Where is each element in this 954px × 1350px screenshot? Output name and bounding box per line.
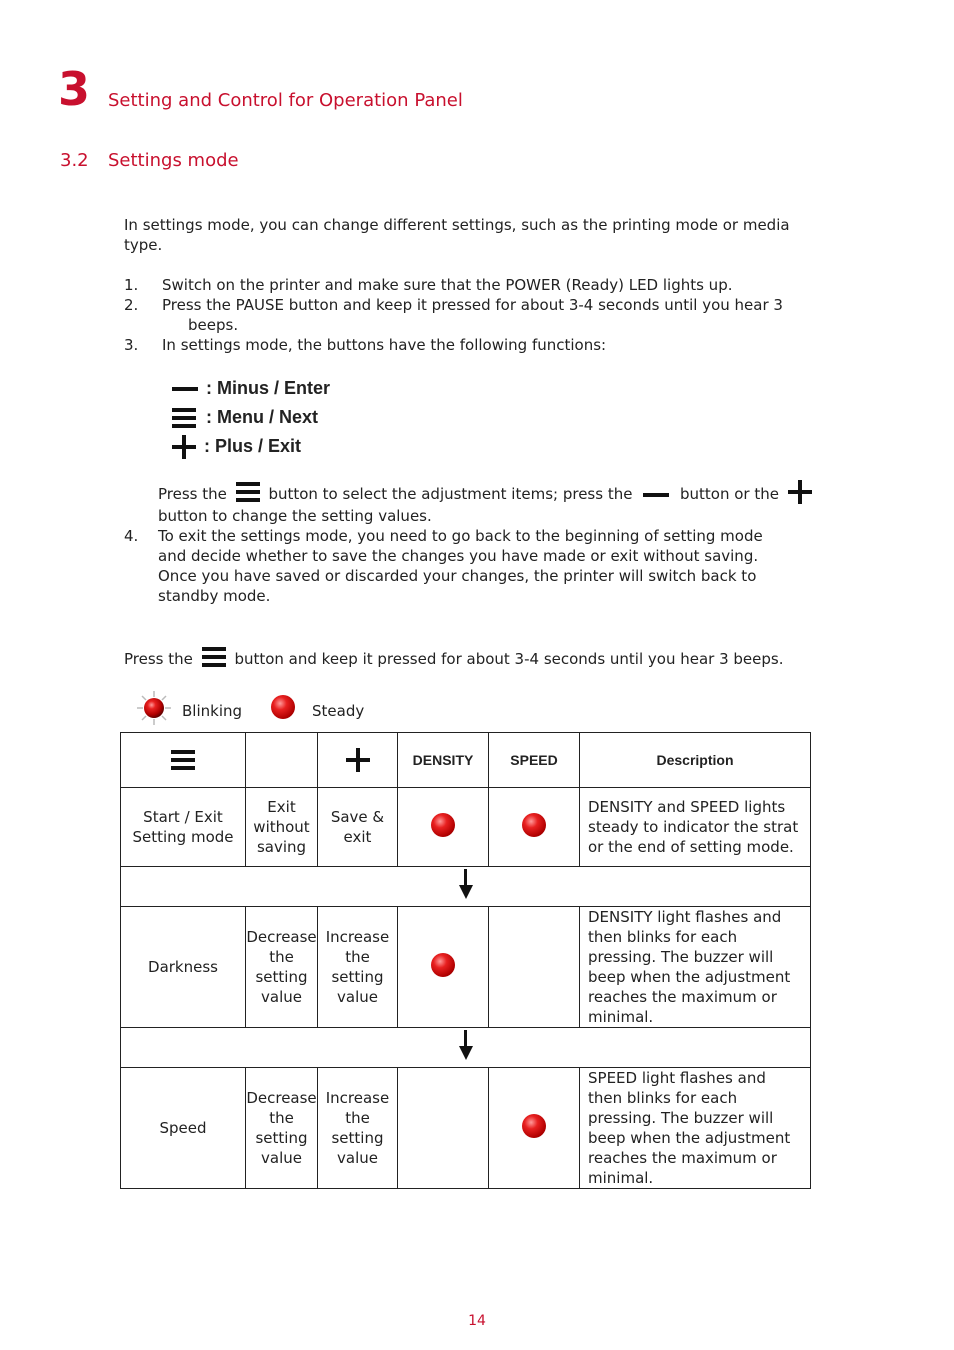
plus-icon bbox=[788, 480, 812, 504]
step-text: To exit the settings mode, you need to go back to the beginning of setting mode and decide whether to save the changes you have made or exit without saving. Once you have saved or discarded your changes, the printer will switch back to standby mode. bbox=[158, 527, 763, 605]
row-density-led bbox=[398, 907, 489, 1028]
step-2 bbox=[124, 295, 814, 315]
section-title: Settings mode bbox=[108, 150, 239, 171]
row-name: Start / Exit Setting mode bbox=[121, 788, 246, 867]
header-plus bbox=[318, 733, 398, 788]
button-legend-plus bbox=[172, 435, 301, 459]
arrow-cell bbox=[121, 867, 811, 907]
row-plus-action: Increase the setting value bbox=[318, 907, 398, 1028]
steady-led-icon bbox=[522, 1114, 546, 1138]
plus-icon bbox=[172, 435, 196, 459]
press-menu-b: button and keep it pressed for about 3-4 seconds until you hear 3 beeps. bbox=[234, 650, 784, 668]
menu-icon bbox=[172, 408, 196, 428]
step-1 bbox=[124, 275, 814, 295]
press-text-b: button to select the adjustment items; press the bbox=[268, 485, 633, 503]
header-minus bbox=[246, 733, 318, 788]
row-minus-action: Decrease the setting value bbox=[246, 1068, 318, 1189]
arrow-down-icon bbox=[459, 869, 473, 899]
intro-paragraph: In settings mode, you can change different settings, such as the printing mode or media type. bbox=[124, 216, 790, 254]
row-plus-action: Save & exit bbox=[318, 788, 398, 867]
step-number: 4. bbox=[124, 527, 139, 545]
header-speed: SPEED bbox=[489, 733, 580, 788]
legend-steady: Steady bbox=[312, 702, 365, 720]
step-number: 3. bbox=[124, 336, 139, 354]
row-name: Speed bbox=[121, 1068, 246, 1189]
page-number: 14 bbox=[468, 1313, 486, 1329]
menu-label: : Menu / Next bbox=[206, 407, 319, 427]
press-instruction bbox=[158, 484, 818, 504]
button-legend-minus bbox=[172, 378, 330, 399]
step-text: Press the PAUSE button and keep it pressed for about 3-4 seconds until you hear 3 bbox=[162, 296, 783, 314]
row-plus-action: Increase the setting value bbox=[318, 1068, 398, 1189]
press-menu-a: Press the bbox=[124, 650, 193, 668]
row-density-led bbox=[398, 788, 489, 867]
steady-led-icon bbox=[522, 813, 546, 837]
table-row bbox=[121, 1068, 811, 1189]
row-description: DENSITY light flashes and then blinks for each pressing. The buzzer will beep when the adjustment reaches the maximum or minimal. bbox=[580, 907, 811, 1028]
menu-icon bbox=[171, 750, 195, 770]
row-description: DENSITY and SPEED lights steady to indicator the strat or the end of setting mode. bbox=[580, 788, 811, 867]
step-number: 1. bbox=[124, 276, 139, 294]
plus-label: : Plus / Exit bbox=[204, 435, 302, 456]
arrow-down-icon bbox=[459, 1030, 473, 1060]
press-text-c: button or the bbox=[680, 485, 779, 503]
row-speed-led bbox=[489, 1068, 580, 1189]
header-description: Description bbox=[580, 733, 811, 788]
row-speed-led bbox=[489, 907, 580, 1028]
menu-icon bbox=[202, 647, 226, 667]
steady-led-icon bbox=[271, 695, 295, 719]
minus-label: : Minus / Enter bbox=[206, 378, 331, 398]
chapter-number: 3 bbox=[58, 62, 91, 116]
header-menu bbox=[121, 733, 246, 788]
chapter-title: Setting and Control for Operation Panel bbox=[108, 90, 463, 111]
row-minus-action: Decrease the setting value bbox=[246, 907, 318, 1028]
section-heading bbox=[60, 150, 239, 171]
steady-led-icon bbox=[431, 953, 455, 977]
step-text: In settings mode, the buttons have the following functions: bbox=[162, 336, 607, 354]
arrow-cell bbox=[121, 1028, 811, 1068]
step-2-continued: beeps. bbox=[188, 316, 239, 334]
table-header-row bbox=[121, 733, 811, 788]
table-row bbox=[121, 907, 811, 1028]
button-legend-menu bbox=[172, 407, 318, 428]
arrow-row bbox=[121, 867, 811, 907]
step-number: 2. bbox=[124, 296, 139, 314]
step-4 bbox=[124, 526, 794, 606]
step-3 bbox=[124, 335, 814, 355]
settings-table bbox=[120, 732, 811, 1189]
minus-icon bbox=[643, 493, 669, 497]
row-description: SPEED light flashes and then blinks for each pressing. The buzzer will beep when the adjustment reaches the maximum or minimal. bbox=[580, 1068, 811, 1189]
arrow-row bbox=[121, 1028, 811, 1068]
blinking-led-icon bbox=[136, 690, 172, 726]
steady-led-icon bbox=[431, 813, 455, 837]
step-text: Switch on the printer and make sure that the POWER (Ready) LED lights up. bbox=[162, 276, 733, 294]
minus-icon bbox=[172, 387, 198, 391]
header-density: DENSITY bbox=[398, 733, 489, 788]
press-text-d: button to change the setting values. bbox=[158, 507, 432, 525]
row-speed-led bbox=[489, 788, 580, 867]
section-number: 3.2 bbox=[60, 150, 89, 171]
table-row bbox=[121, 788, 811, 867]
legend-blinking: Blinking bbox=[182, 702, 243, 720]
plus-icon bbox=[346, 748, 370, 772]
menu-icon bbox=[236, 482, 260, 502]
row-density-led bbox=[398, 1068, 489, 1189]
press-text-a: Press the bbox=[158, 485, 227, 503]
row-name: Darkness bbox=[121, 907, 246, 1028]
row-minus-action: Exit without saving bbox=[246, 788, 318, 867]
press-menu-instruction bbox=[124, 649, 814, 669]
